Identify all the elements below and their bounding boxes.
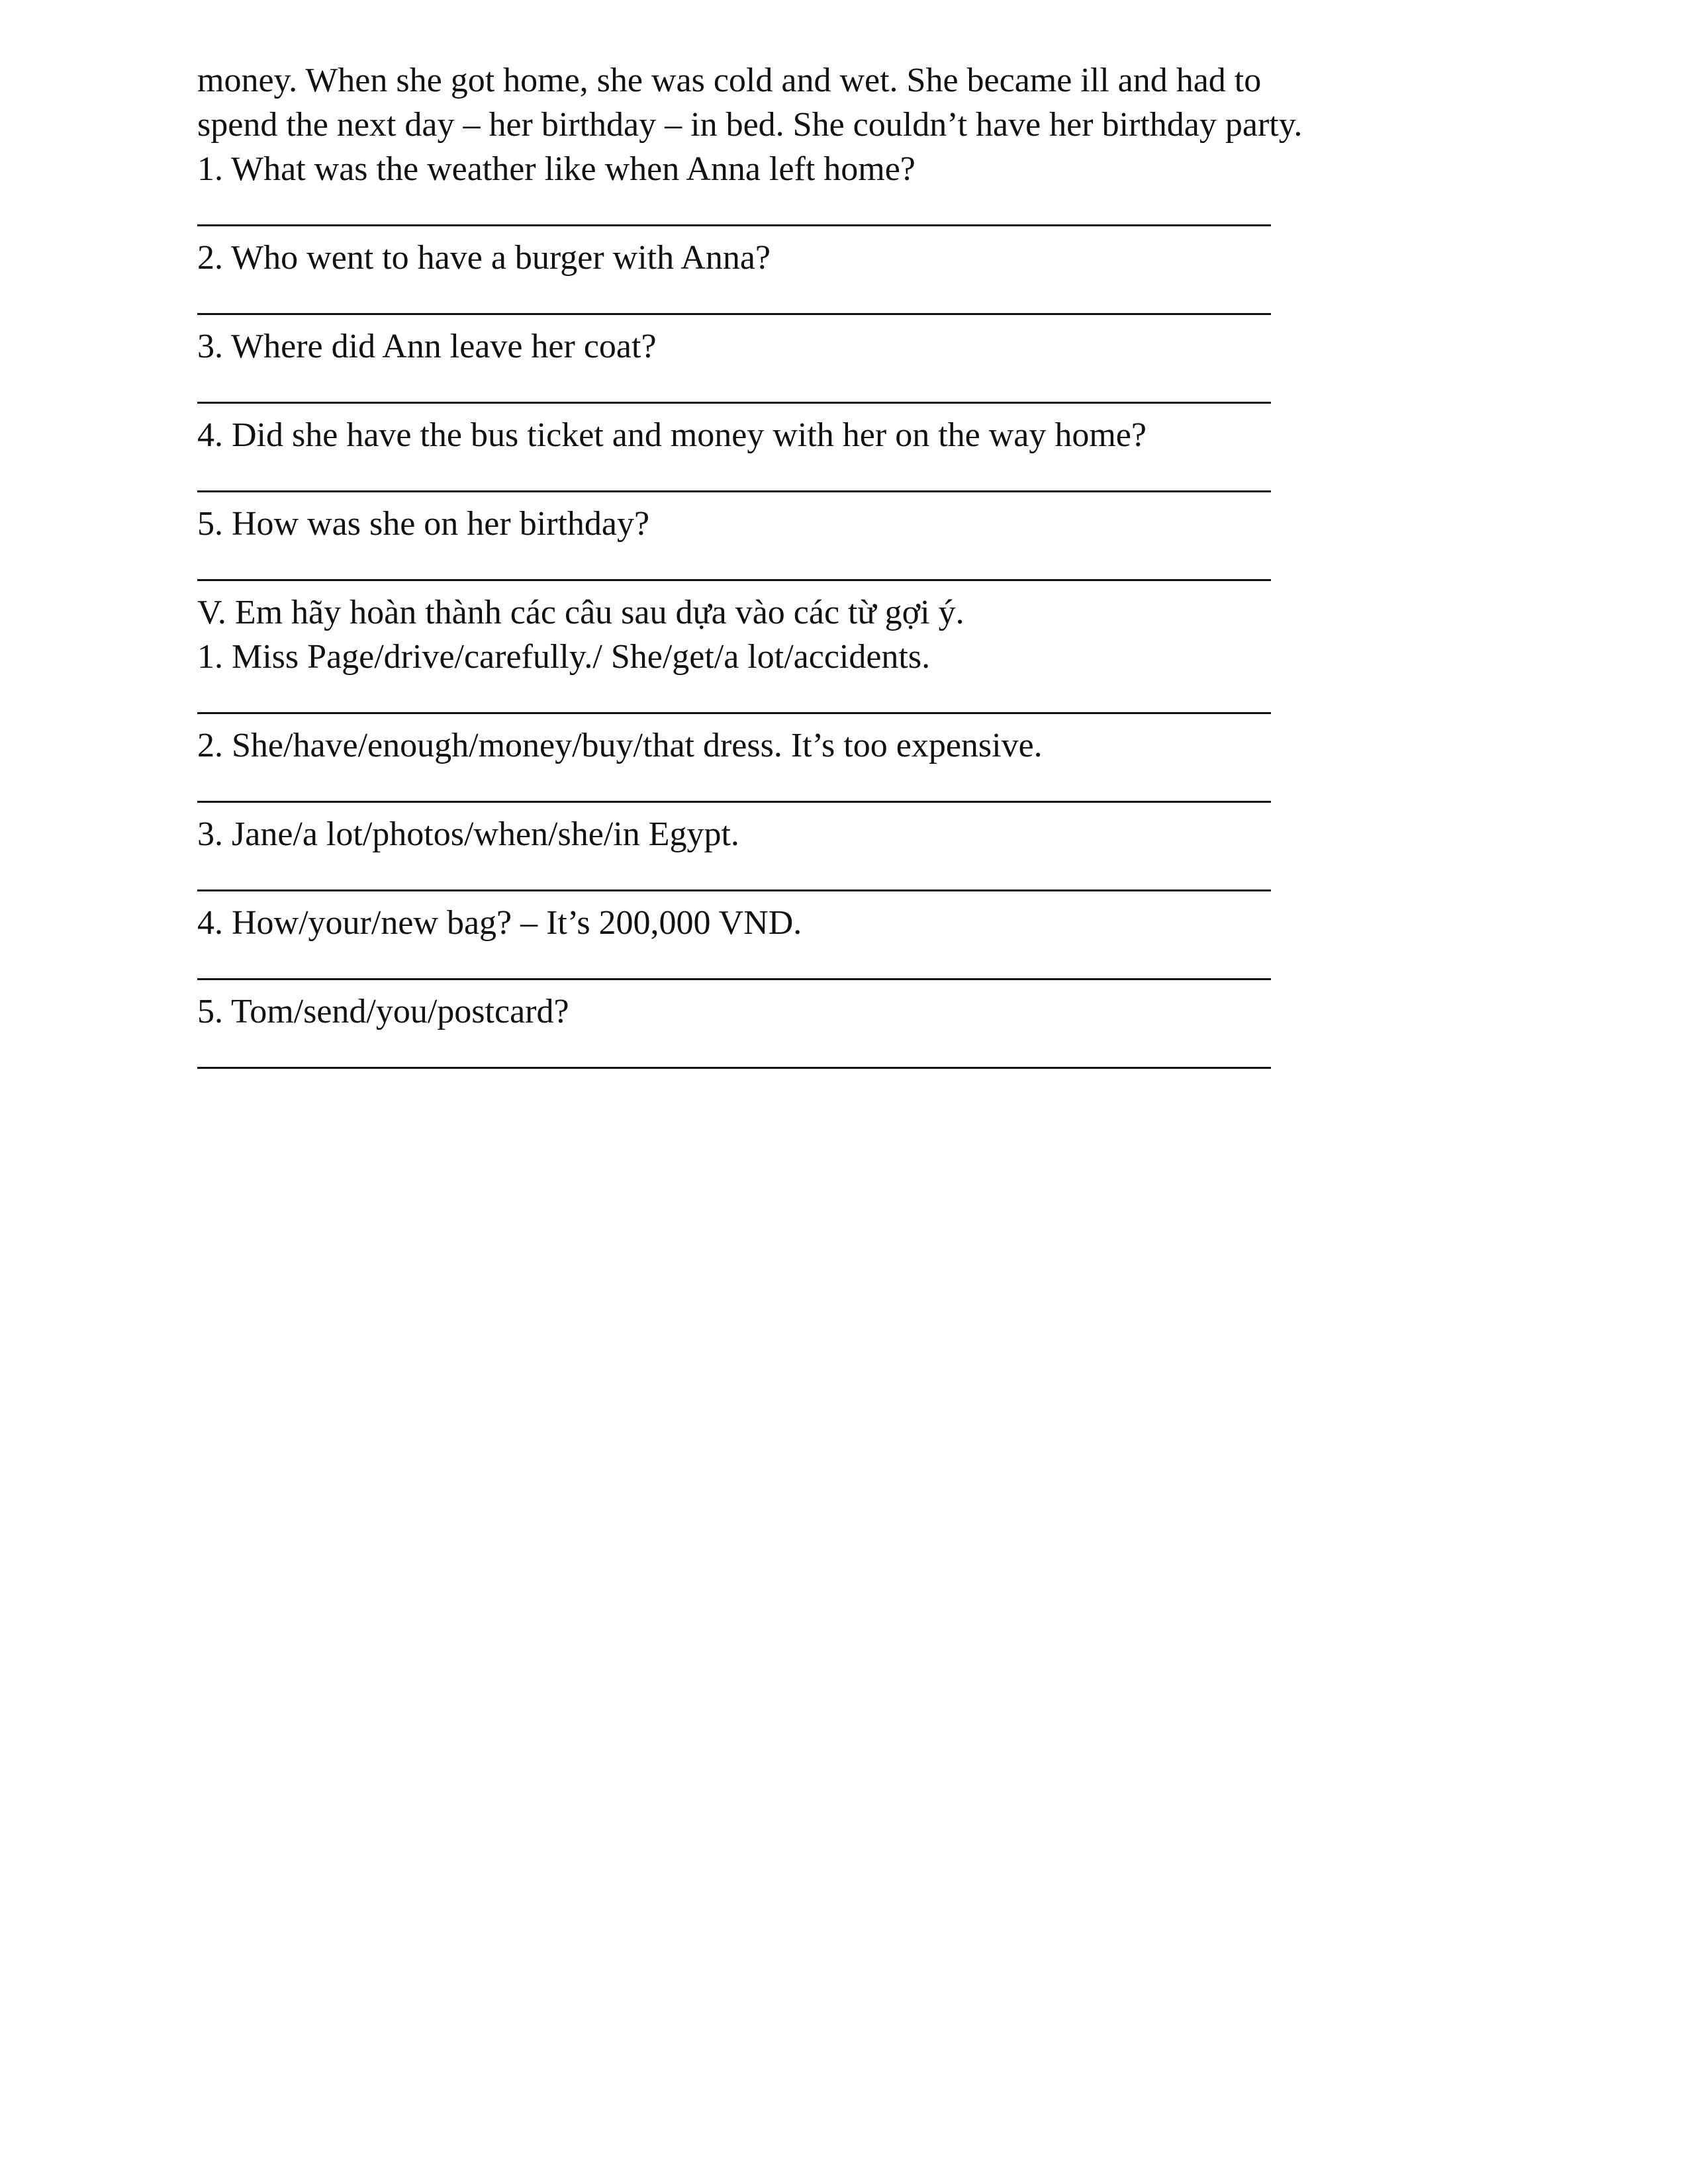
answer-line [197,856,1271,901]
passage-line: spend the next day – her birthday – in bed. She couldn’t have her birthday party. [197,106,1303,144]
prompt-2: 2. She/have/enough/money/buy/that dress. It’s too expensive. [197,727,1043,764]
answer-line [197,768,1271,812]
answer-line [197,1034,1271,1078]
prompt-3: 3. Jane/a lot/photos/when/she/in Egypt. [197,815,739,853]
answer-line [197,369,1271,413]
question-4: 4. Did she have the bus ticket and money with her on the way home? [197,416,1147,454]
question-2: 2. Who went to have a burger with Anna? [197,239,771,277]
answer-line [197,945,1271,989]
prompt-5: 5. Tom/send/you/postcard? [197,993,569,1030]
section-v-heading: V. Em hãy hoàn thành các câu sau dựa vào các từ gợi ý. [197,594,964,631]
question-3: 3. Where did Ann leave her coat? [197,328,657,365]
answer-line [197,191,1271,236]
prompt-4: 4. How/your/new bag? – It’s 200,000 VND. [197,904,802,942]
worksheet-content [197,58,1495,1078]
answer-line [197,280,1271,324]
question-5: 5. How was she on her birthday? [197,505,650,543]
answer-line [197,457,1271,502]
passage-line: money. When she got home, she was cold and wet. She became ill and had to [197,62,1262,99]
answer-line [197,546,1271,590]
answer-line [197,679,1271,723]
question-1: 1. What was the weather like when Anna left home? [197,150,915,188]
prompt-1: 1. Miss Page/drive/carefully./ She/get/a lot/accidents. [197,638,931,676]
